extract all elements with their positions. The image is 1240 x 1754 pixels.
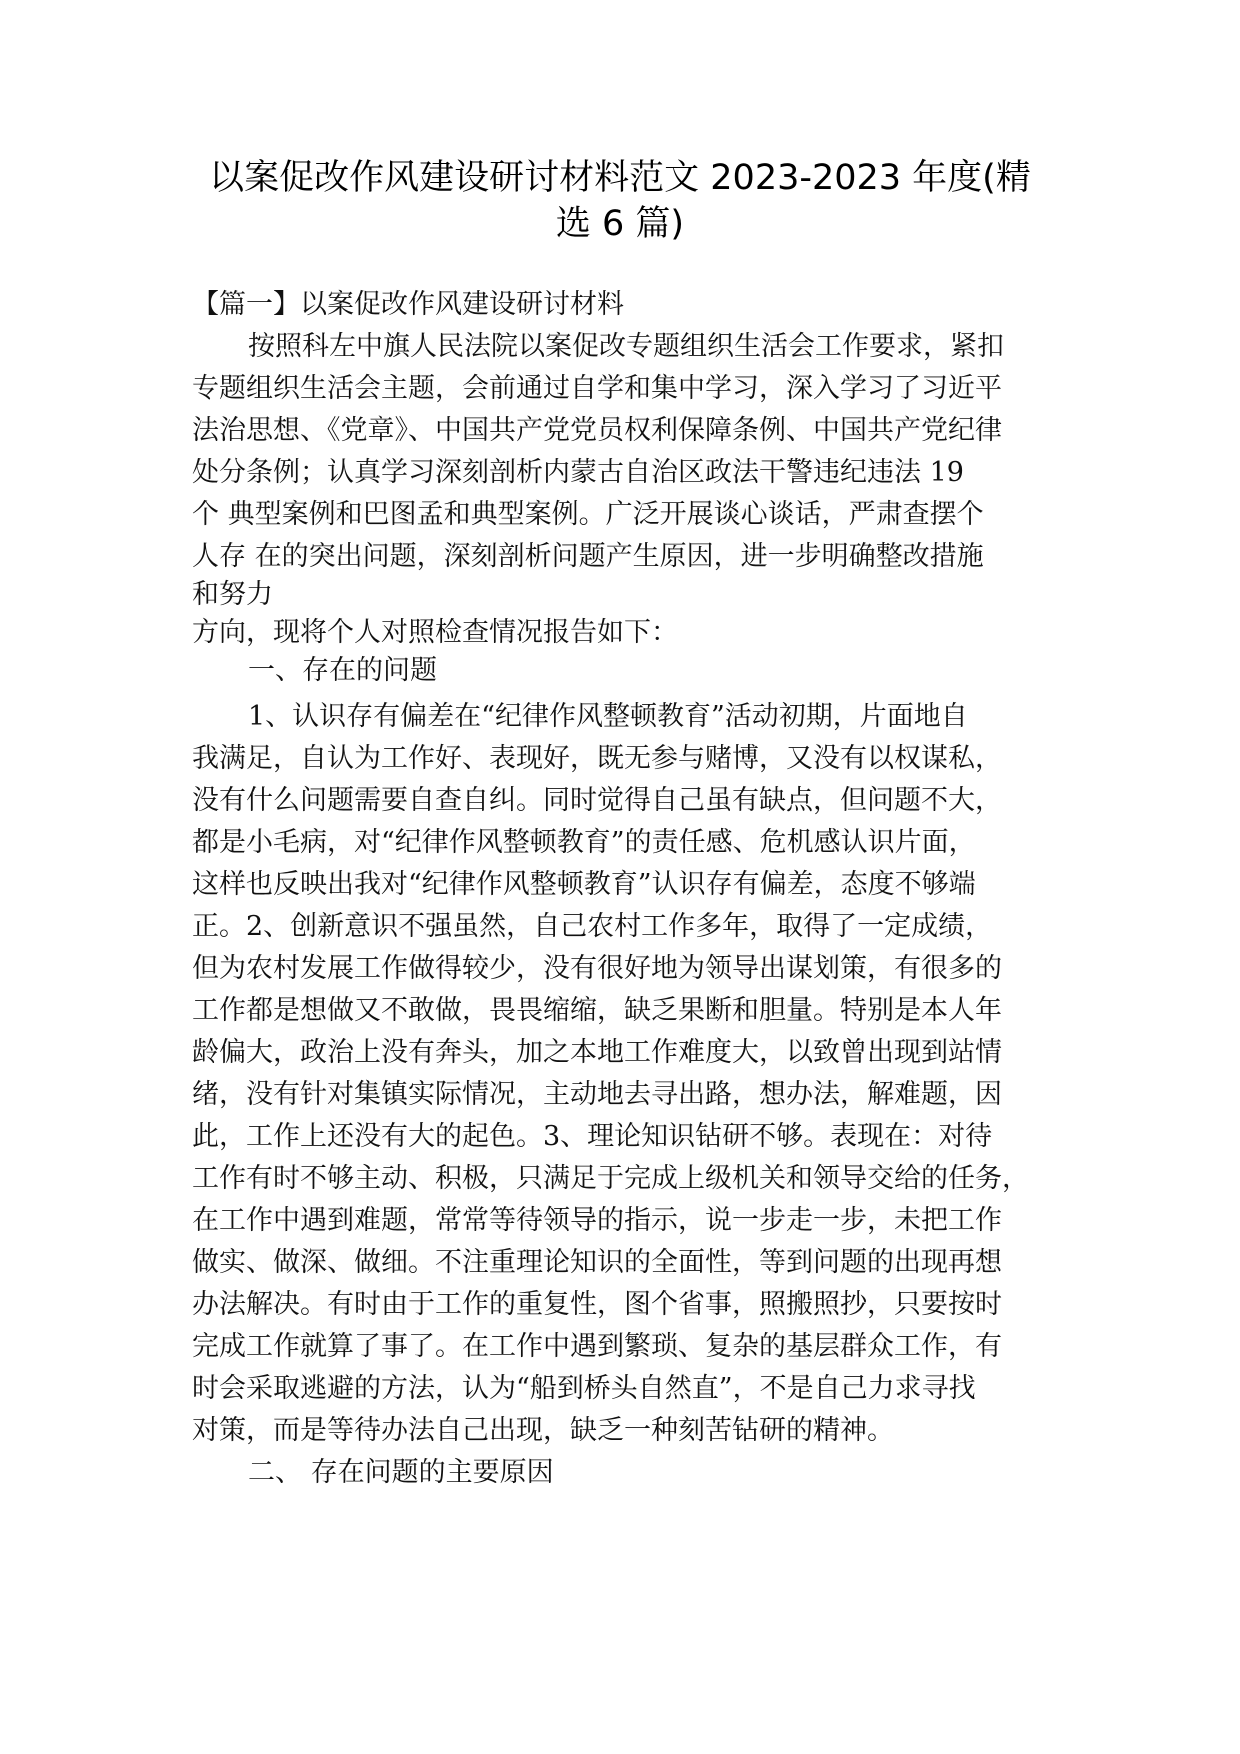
paragraph-line: 个 典型案例和巴图孟和典型案例。广泛开展谈心谈话，严肃查摆个	[192, 499, 984, 530]
paragraph-line: 工作都是想做又不敢做，畏畏缩缩，缺乏果断和胆量。特别是本人年	[192, 995, 1002, 1026]
paragraph-line: 方向，现将个人对照检查情况报告如下：	[192, 617, 678, 648]
paragraph-line: 处分条例；认真学习深刻剖析内蒙古自治区政法干警违纪违法 19	[192, 457, 964, 488]
paragraph-line: 工作有时不够主动、积极，只满足于完成上级机关和领导交给的任务，	[192, 1163, 1029, 1194]
paragraph-line: 龄偏大，政治上没有奔头，加之本地工作难度大，以致曾出现到站情	[192, 1037, 1002, 1068]
paragraph-line: 这样也反映出我对“纪律作风整顿教育”认识存有偏差，态度不够端	[192, 869, 976, 900]
document-title-line-1: 以案促改作风建设研讨材料范文 2023-2023 年度(精	[209, 158, 1031, 198]
subheading-problems: 一、存在的问题	[248, 655, 437, 686]
paragraph-line: 但为农村发展工作做得较少，没有很好地为领导出谋划策，有很多的	[192, 953, 1002, 984]
paragraph-line: 在工作中遇到难题，常常等待领导的指示，说一步走一步，未把工作	[192, 1205, 1002, 1236]
subheading-causes: 二、 存在问题的主要原因	[248, 1457, 554, 1488]
paragraph-line: 做实、做深、做细。不注重理论知识的全面性，等到问题的出现再想	[192, 1247, 1002, 1278]
paragraph-line: 1、认识存有偏差在“纪律作风整顿教育”活动初期，片面地自	[248, 701, 968, 732]
paragraph-line: 没有什么问题需要自查自纠。同时觉得自己虽有缺点，但问题不大，	[192, 785, 1002, 816]
paragraph-line: 都是小毛病，对“纪律作风整顿教育”的责任感、危机感认识片面，	[192, 827, 976, 858]
paragraph-line: 对策，而是等待办法自己出现，缺乏一种刻苦钻研的精神。	[192, 1415, 894, 1446]
paragraph-line: 人存 在的突出问题，深刻剖析问题产生原因，进一步明确整改措施	[192, 541, 984, 572]
paragraph-line: 和努力	[192, 579, 273, 610]
paragraph-line: 按照科左中旗人民法院以案促改专题组织生活会工作要求，紧扣	[248, 331, 1004, 362]
paragraph-line: 我满足，自认为工作好、表现好，既无参与赌博，又没有以权谋私，	[192, 743, 1002, 774]
paragraph-line: 完成工作就算了事了。在工作中遇到繁琐、复杂的基层群众工作，有	[192, 1331, 1002, 1362]
paragraph-line: 时会采取逃避的方法，认为“船到桥头自然直”，不是自己力求寻找	[192, 1373, 976, 1404]
section-heading: 【篇一】以案促改作风建设研讨材料	[192, 289, 624, 320]
paragraph-line: 法治思想、《党章》、中国共产党党员权利保障条例、中国共产党纪律	[192, 415, 1002, 446]
paragraph-line: 正。2、创新意识不强虽然，自己农村工作多年，取得了一定成绩，	[192, 911, 993, 942]
paragraph-line: 办法解决。有时由于工作的重复性，图个省事，照搬照抄，只要按时	[192, 1289, 1002, 1320]
paragraph-line: 此，工作上还没有大的起色。3、理论知识钻研不够。表现在：对待	[192, 1121, 993, 1152]
paragraph-line: 专题组织生活会主题，会前通过自学和集中学习，深入学习了习近平	[192, 373, 1002, 404]
paragraph-line: 绪，没有针对集镇实际情况，主动地去寻出路，想办法，解难题，因	[192, 1079, 1002, 1110]
document-title-line-2: 选 6 篇)	[555, 204, 685, 244]
